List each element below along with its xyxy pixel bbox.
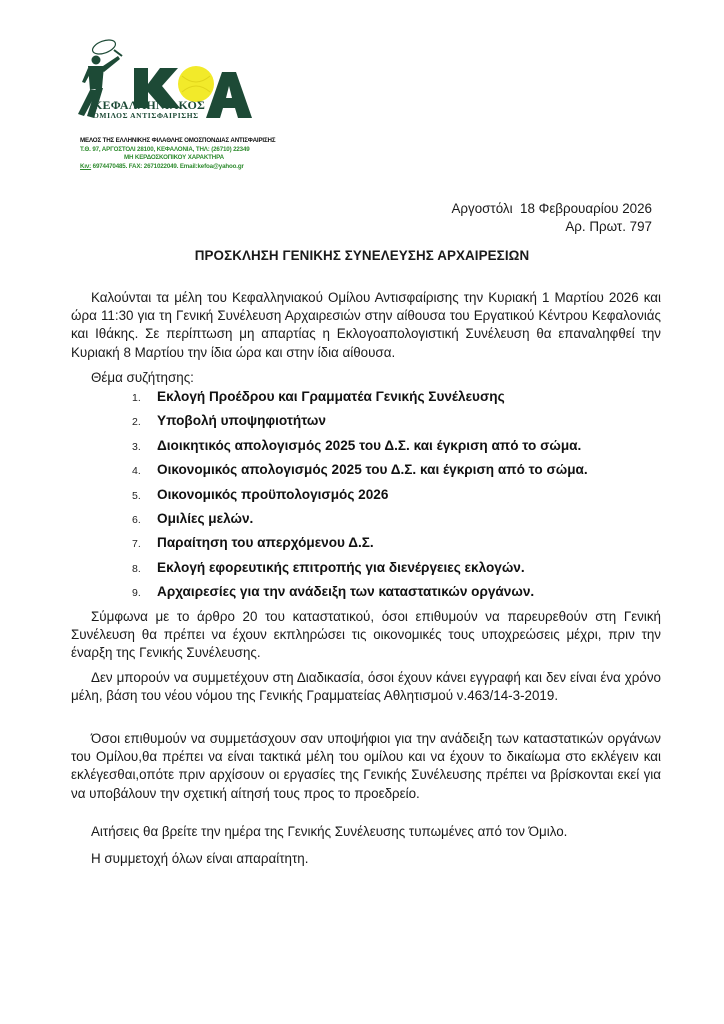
letterhead-info (80, 137, 300, 171)
agenda-item-text: Οικονομικός απολογισμός 2025 του Δ.Σ. και έγκριση από το σώμα. (157, 462, 588, 478)
agenda-item-number: 8. (132, 562, 141, 575)
agenda-item (132, 438, 588, 462)
non-profit-statement: ΜΗ ΚΕΡΔΟΣΚΟΠΙΚΟΥ ΧΑΡΑΚΤΗΡΑ (124, 154, 224, 162)
protocol-number: Αρ. Πρωτ. 797 (565, 219, 652, 234)
dues-text: Σύμφωνα με το άρθρο 20 του καταστατικού, όσοι επιθυμούν να παρευρεθούν στη Γενική Συνέλευση θα πρέπει να έχουν εκπληρώσει τις οικονομικές τους υποχρεώσεις μέχρι, πριν την έναρξη της Γενικής Συνέλευσης. (71, 609, 661, 661)
agenda-item (132, 462, 588, 486)
club-name (93, 99, 205, 120)
mobile-label: Κιν: (80, 162, 92, 170)
agenda-label: Θέμα συζήτησης: (91, 370, 194, 385)
agenda-item-text: Υποβολή υποψηφιοτήτων (157, 413, 326, 429)
agenda-item-number: 2. (132, 416, 141, 429)
attendance-text: Η συμμετοχή όλων είναι απαραίτητη. (91, 851, 309, 866)
agenda-item-number: 9. (132, 587, 141, 600)
agenda-item-text: Ομιλίες μελών. (157, 510, 254, 526)
intro-text: Καλούνται τα μέλη του Κεφαλληνιακού Ομίλου Αντισφαίρισης την Κυριακή 1 Μαρτίου 2026 και ώρα 11:30 για τη Γενική Συνέλευση Αρχαιρεσιών στην αίθουσα του Εργατικού Κέντρου Κεφαλονιάς και Ιθάκης. Σε περίπτωση μη απαρτίας η Εκλογοαπολογιστική Συνέλευση θα επαναληφθεί την Κυριακή 8 Μαρτίου την ίδια ώρα και στην ίδια αίθουσα. (71, 290, 661, 360)
agenda-item-text: Εκλογή εφορευτικής επιτροπής για διενέργειες εκλογών. (157, 559, 525, 575)
agenda-item (132, 511, 588, 535)
contact-line (80, 163, 300, 172)
agenda-item-text: Παραίτηση του απερχόμενου Δ.Σ. (157, 535, 374, 551)
document-title: ΠΡΟΣΚΛΗΣΗ ΓΕΝΙΚΗΣ ΣΥΝΕΛΕΥΣΗΣ ΑΡΧΑΙΡΕΣΙΩΝ (194, 248, 530, 263)
agenda-item-number: 4. (132, 465, 141, 478)
applications-paragraph (71, 823, 661, 841)
agenda-item-number: 6. (132, 513, 141, 526)
club-name-line-1: ΚΕΦΑΛΛΗΝΙΑΚΟΣ (93, 98, 206, 112)
agenda-item (132, 584, 588, 608)
intro-paragraph (71, 289, 661, 362)
agenda-item-number: 5. (132, 489, 141, 502)
club-name-line-2: ΟΜΙΛΟΣ ΑΝΤΙΣΦΑΙΡΙΣΗΣ (93, 111, 199, 120)
agenda-item (132, 560, 588, 584)
candidates-paragraph (71, 730, 661, 803)
eligibility-text: Δεν μπορούν να συμμετέχουν στη Διαδικασία, όσοι έχουν κάνει εγγραφή και δεν είναι ένα χρόνο μέλη, βάση του νέου νόμου της Γενικής Γραμματείας Αθλητισμού ν.463/14-3-2019. (71, 670, 661, 704)
eligibility-paragraph (71, 669, 661, 705)
federation-membership: ΜΕΛΟΣ ΤΗΣ ΕΛΛΗΝΙΚΗΣ ΦΙΛΑΘΛΗΣ ΟΜΟΣΠΟΝΔΙΑΣ ΑΝΤΙΣΦΑΙΡΙΣΗΣ (80, 137, 276, 144)
attendance-paragraph (71, 850, 661, 868)
dues-paragraph (71, 608, 661, 663)
agenda-item (132, 535, 588, 559)
contact-details: 6974470485. FAX: 2671022049. Email:kefoa@yahoo.gr (91, 162, 244, 170)
applications-text: Αιτήσεις θα βρείτε την ημέρα της Γενικής Συνέλευσης τυπωμένες από τον Όμιλο. (91, 824, 568, 839)
agenda-item (132, 389, 588, 413)
candidates-text: Όσοι επιθυμούν να συμμετάσχουν σαν υποψήφιοι για την ανάδειξη των καταστατικών οργάνων του Ομίλου,θα πρέπει να είναι τακτικά μέλη του ομίλου και να έχουν το δικαίωμα στο εκλέγειν και εκλέγεσθαι,οπότε πριν αρχίσουν οι εργασίες της Γενικής Συνέλευσης πρέπει να βρίσκονται εκεί για να υποβάλουν την σχετική αίτησή τους προς το προεδρείο. (71, 731, 661, 801)
date-protocol-block (451, 200, 652, 236)
agenda-item-text: Εκλογή Προέδρου και Γραμματέα Γενικής Συνέλευσης (157, 389, 505, 404)
agenda-item-text: Οικονομικός προϋπολογισμός 2026 (157, 486, 389, 502)
agenda-item-number: 3. (132, 440, 141, 453)
postal-address-phone: Τ.Θ. 97, ΑΡΓΟΣΤΟΛΙ 28100, ΚΕΦΑΛΟΝΙΑ, ΤΗΛ: (26710) 22349 (80, 145, 250, 153)
agenda-item (132, 487, 588, 511)
agenda-item (132, 413, 588, 437)
agenda-item-text: Διοικητικός απολογισμός 2025 του Δ.Σ. και έγκριση από το σώμα. (157, 437, 582, 453)
agenda-item-number: 1. (132, 392, 141, 404)
agenda-item-number: 7. (132, 538, 141, 551)
agenda-item-text: Αρχαιρεσίες για την ανάδειξη των καταστατικών οργάνων. (157, 584, 535, 600)
place-date: Αργοστόλι 18 Φεβρουαρίου 2026 (451, 201, 652, 216)
agenda-list (132, 389, 588, 609)
